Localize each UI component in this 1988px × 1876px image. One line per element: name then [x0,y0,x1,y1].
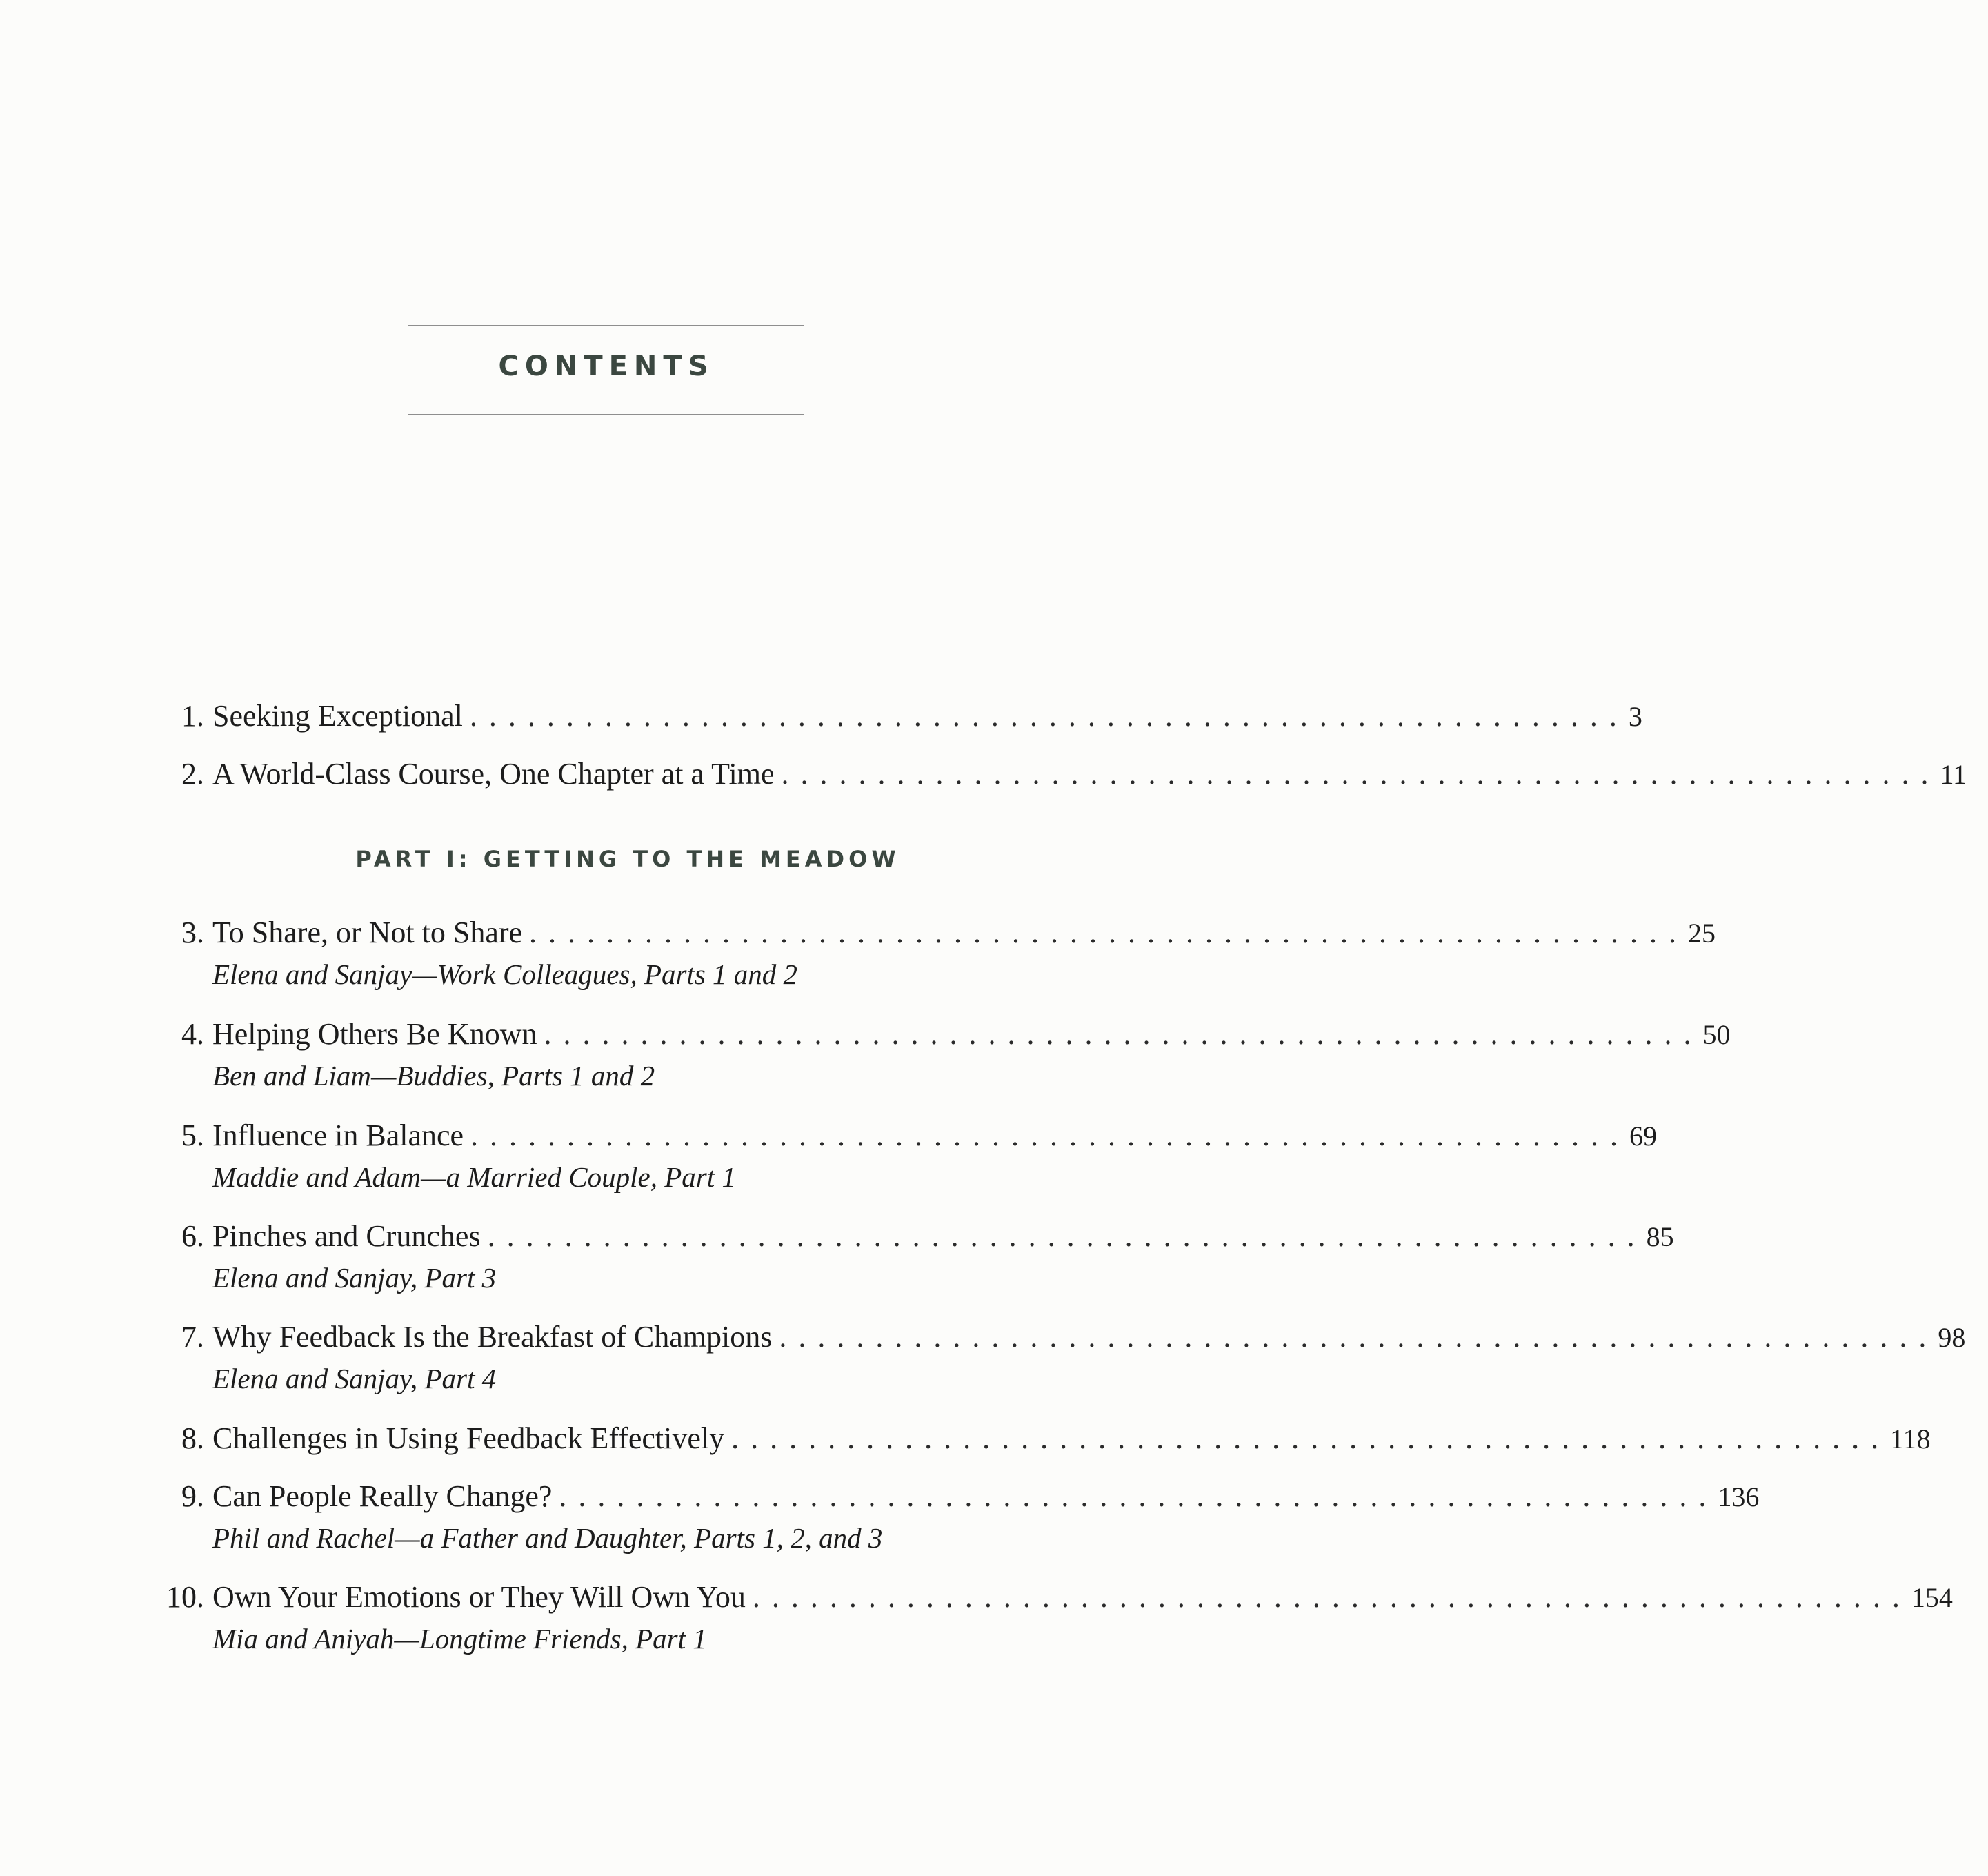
page-number: 69 [1629,1120,1658,1152]
chapter-title: Can People Really Change? [212,1479,553,1513]
toc-entry-1[interactable] [124,695,1642,738]
chapter-number: 7. [181,1320,204,1354]
page-number: 118 [1890,1423,1931,1454]
dot-leader: ............................................................ [781,757,1940,791]
dot-leader: ............................................................ [544,1017,1703,1051]
chapter-title: Pinches and Crunches [212,1219,481,1253]
chapter-number: 4. [181,1017,204,1051]
chapter-number: 6. [181,1219,204,1253]
toc-entry-10[interactable] [124,1577,1953,1659]
chapter-title: A World-Class Course, One Chapter at a Time [212,757,775,791]
page-number: 3 [1628,701,1642,732]
chapter-number: 5. [181,1118,204,1152]
dot-leader: ............................................................ [529,916,1689,949]
toc-entry-3[interactable] [124,912,1716,994]
page-number: 154 [1911,1582,1953,1613]
part-heading: PART I: GETTING TO THE MEADOW [355,846,900,872]
dot-leader: ............................................................ [487,1219,1647,1253]
dot-leader: ............................................................ [752,1580,1911,1614]
toc-entry-5[interactable] [124,1115,1658,1197]
chapter-subtitle: Ben and Liam—Buddies, Parts 1 and 2 [212,1060,655,1092]
chapter-number: 9. [181,1479,204,1513]
chapter-number: 1. [181,699,204,733]
toc-entry-7[interactable] [124,1316,1966,1399]
dot-leader: ............................................................ [469,699,1629,733]
toc-entry-2[interactable] [124,753,1967,796]
chapter-title: Influence in Balance [212,1118,464,1152]
page-number: 136 [1718,1481,1760,1512]
dot-leader: ............................................................ [559,1479,1718,1513]
chapter-subtitle: Phil and Rachel—a Father and Daughter, Parts 1, 2, and 3 [212,1522,883,1554]
chapter-number: 2. [181,757,204,791]
page-number: 98 [1938,1322,1966,1353]
page-number: 25 [1688,918,1716,949]
dot-leader: ............................................................ [470,1118,1630,1152]
toc-entry-6[interactable] [124,1216,1674,1298]
chapter-subtitle: Maddie and Adam—a Married Couple, Part 1 [212,1161,736,1193]
chapter-title: To Share, or Not to Share [212,916,523,949]
chapter-subtitle: Elena and Sanjay—Work Colleagues, Parts 1 and 2 [212,958,798,990]
page-number: 85 [1646,1221,1674,1252]
dot-leader: ............................................................ [779,1320,1938,1354]
chapter-subtitle: Elena and Sanjay, Part 3 [212,1262,497,1294]
chapter-title: Helping Others Be Known [212,1017,537,1051]
page-number: 11 [1940,759,1967,790]
chapter-number: 10. [166,1580,204,1614]
toc-entry-4[interactable] [124,1014,1731,1096]
toc-entry-8[interactable] [124,1418,1931,1460]
contents-heading: CONTENTS [498,350,715,382]
dot-leader: ............................................................ [731,1421,1891,1455]
chapter-number: 8. [181,1421,204,1455]
chapter-title: Why Feedback Is the Breakfast of Champions [212,1320,773,1354]
chapter-title: Seeking Exceptional [212,699,463,733]
toc-entry-9[interactable] [124,1476,1760,1558]
chapter-title: Challenges in Using Feedback Effectively [212,1421,725,1455]
chapter-number: 3. [181,916,204,949]
chapter-subtitle: Mia and Aniyah—Longtime Friends, Part 1 [212,1623,707,1655]
page-number: 50 [1702,1019,1731,1050]
chapter-title: Own Your Emotions or They Will Own You [212,1580,746,1614]
chapter-subtitle: Elena and Sanjay, Part 4 [212,1363,497,1394]
